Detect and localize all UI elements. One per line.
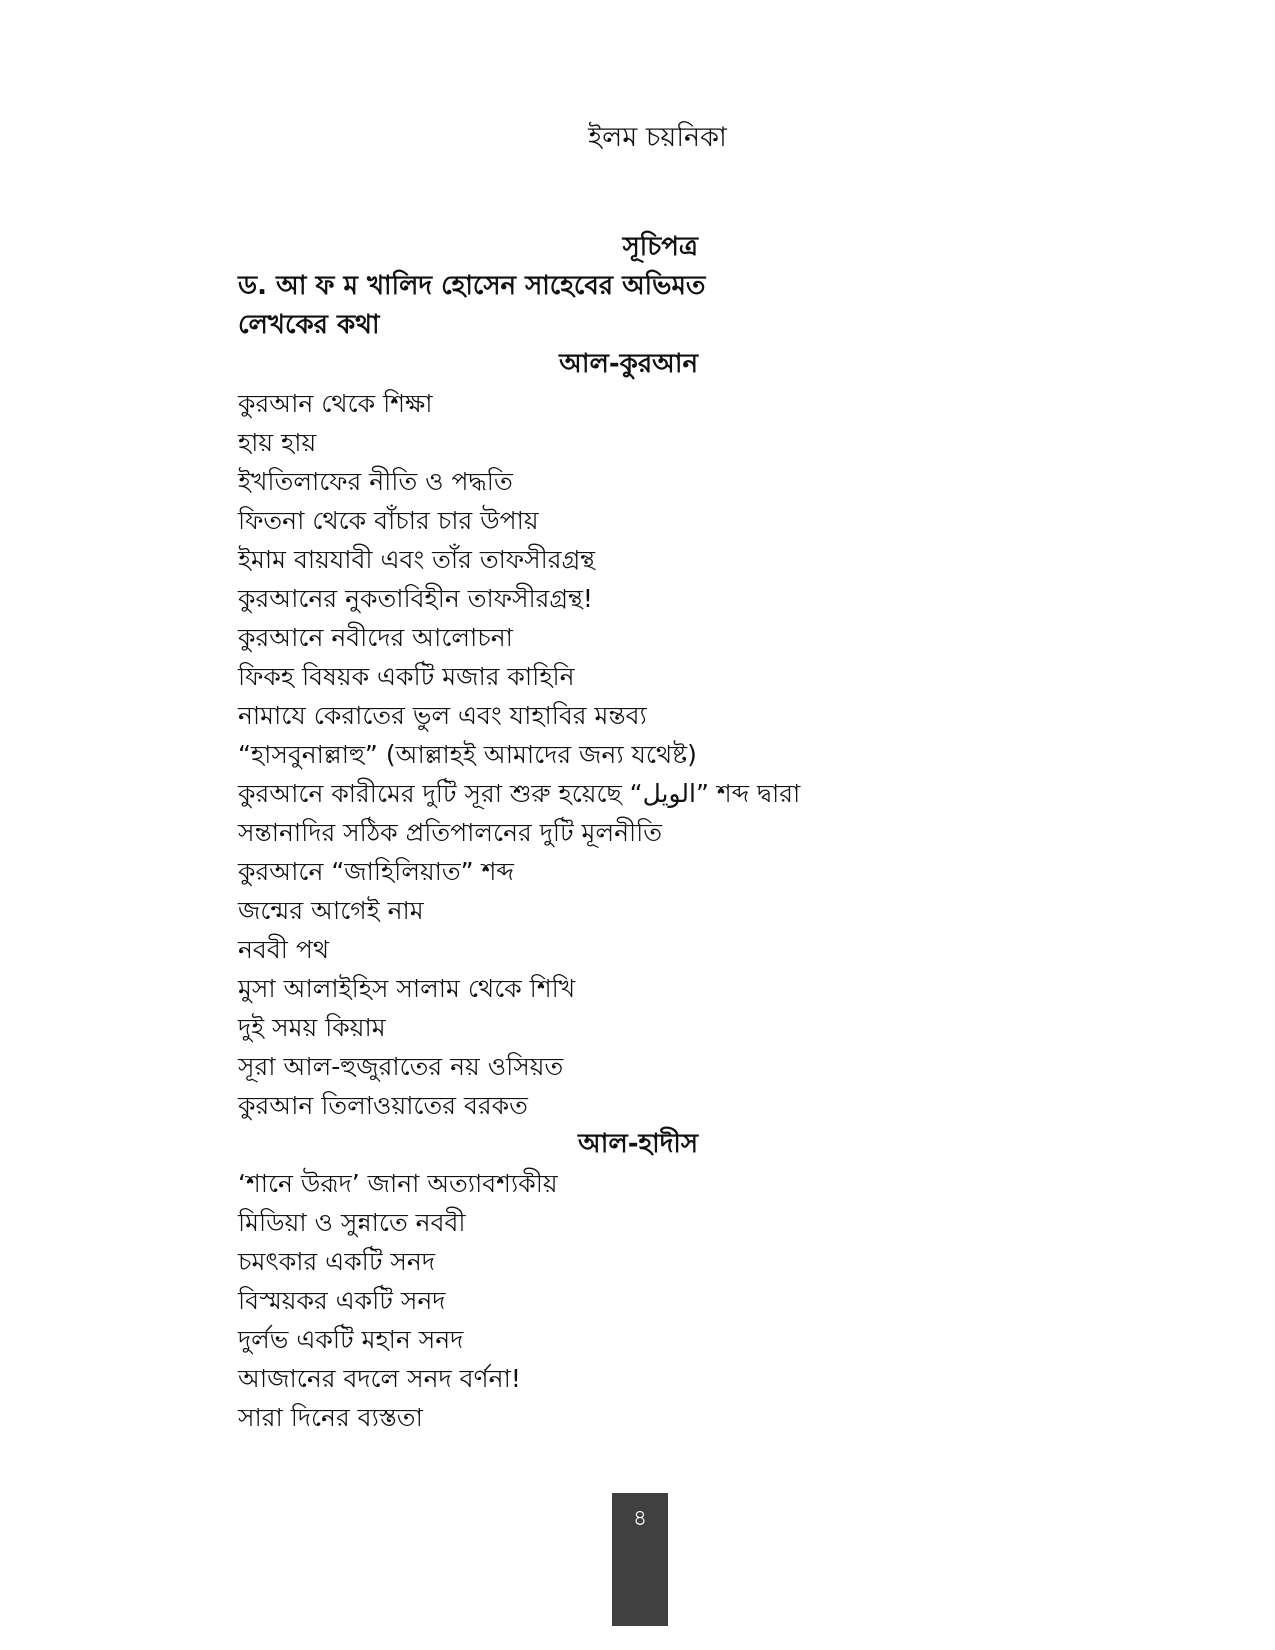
toc-title: সূচিপত্র <box>622 232 698 262</box>
page-number: ৪ <box>632 1506 648 1531</box>
toc-entry: সূরা আল-হুজুরাতের নয় ওসিয়ত <box>238 1052 564 1081</box>
toc-entry: ইমাম বায়যাবী এবং তাঁর তাফসীরগ্রন্থ <box>238 545 596 574</box>
toc-entry: জন্মের আগেই নাম <box>238 896 424 925</box>
toc-entry: চমৎকার একটি সনদ <box>238 1247 435 1276</box>
toc-entry: “হাসবুনাল্লাহু” (আল্লাহই আমাদের জন্য যথেষ্ট) <box>238 740 697 769</box>
front-matter-entry: লেখকের কথা <box>238 310 380 340</box>
toc-entry: নববী পথ <box>238 935 330 964</box>
toc-entry: সারা দিনের ব্যস্ততা <box>238 1403 423 1432</box>
toc-entry: নামাযে কেরাতের ভুল এবং যাহাবির মন্তব্য <box>238 701 647 730</box>
toc-entry: বিস্ময়কর একটি সনদ <box>238 1286 446 1315</box>
section-heading: আল-কুরআন <box>559 349 698 379</box>
section-heading: আল-হাদীস <box>578 1129 698 1159</box>
page-number-tab <box>612 1493 668 1626</box>
front-matter-entry: ড. আ ফ ম খালিদ হোসেন সাহেবের অভিমত <box>238 271 706 301</box>
toc-entry: ‘শানে উরূদ’ জানা অত্যাবশ্যকীয় <box>238 1169 558 1198</box>
toc-entry: কুরআন থেকে শিক্ষা <box>238 389 433 418</box>
toc-entry: মুসা আলাইহিস সালাম থেকে শিখি <box>238 974 576 1003</box>
toc-section-hadith <box>238 1125 1038 1437</box>
toc-entry: হায় হায় <box>238 428 317 457</box>
table-of-contents <box>238 228 1038 1437</box>
toc-entry: ফিকহ বিষয়ক একটি মজার কাহিনি <box>238 662 575 691</box>
toc-entry: দুর্লভ একটি মহান সনদ <box>238 1325 464 1354</box>
toc-section-quran <box>238 345 1038 1125</box>
toc-entry: কুরআনে নবীদের আলোচনা <box>238 623 513 652</box>
running-header: ইলম চয়নিকা <box>588 122 727 153</box>
toc-entry: কুরআনে কারীমের দুটি সূরা শুরু হয়েছে “الويل” শব্দ দ্বারা <box>238 779 801 808</box>
toc-entry: দুই সময় কিয়াম <box>238 1013 386 1042</box>
toc-entry: আজানের বদলে সনদ বর্ণনা! <box>238 1364 521 1393</box>
toc-entry: কুরআনে “জাহিলিয়াত” শব্দ <box>238 857 514 886</box>
toc-entry: কুরআনের নুকতাবিহীন তাফসীরগ্রন্থ! <box>238 584 593 613</box>
toc-entry: মিডিয়া ও সুন্নাতে নববী <box>238 1208 466 1237</box>
toc-entry: ইখতিলাফের নীতি ও পদ্ধতি <box>238 467 513 496</box>
toc-entry: সন্তানাদির সঠিক প্রতিপালনের দুটি মূলনীতি <box>238 818 663 847</box>
toc-entry: ফিতনা থেকে বাঁচার চার উপায় <box>238 506 539 535</box>
toc-entry: কুরআন তিলাওয়াতের বরকত <box>238 1091 528 1120</box>
